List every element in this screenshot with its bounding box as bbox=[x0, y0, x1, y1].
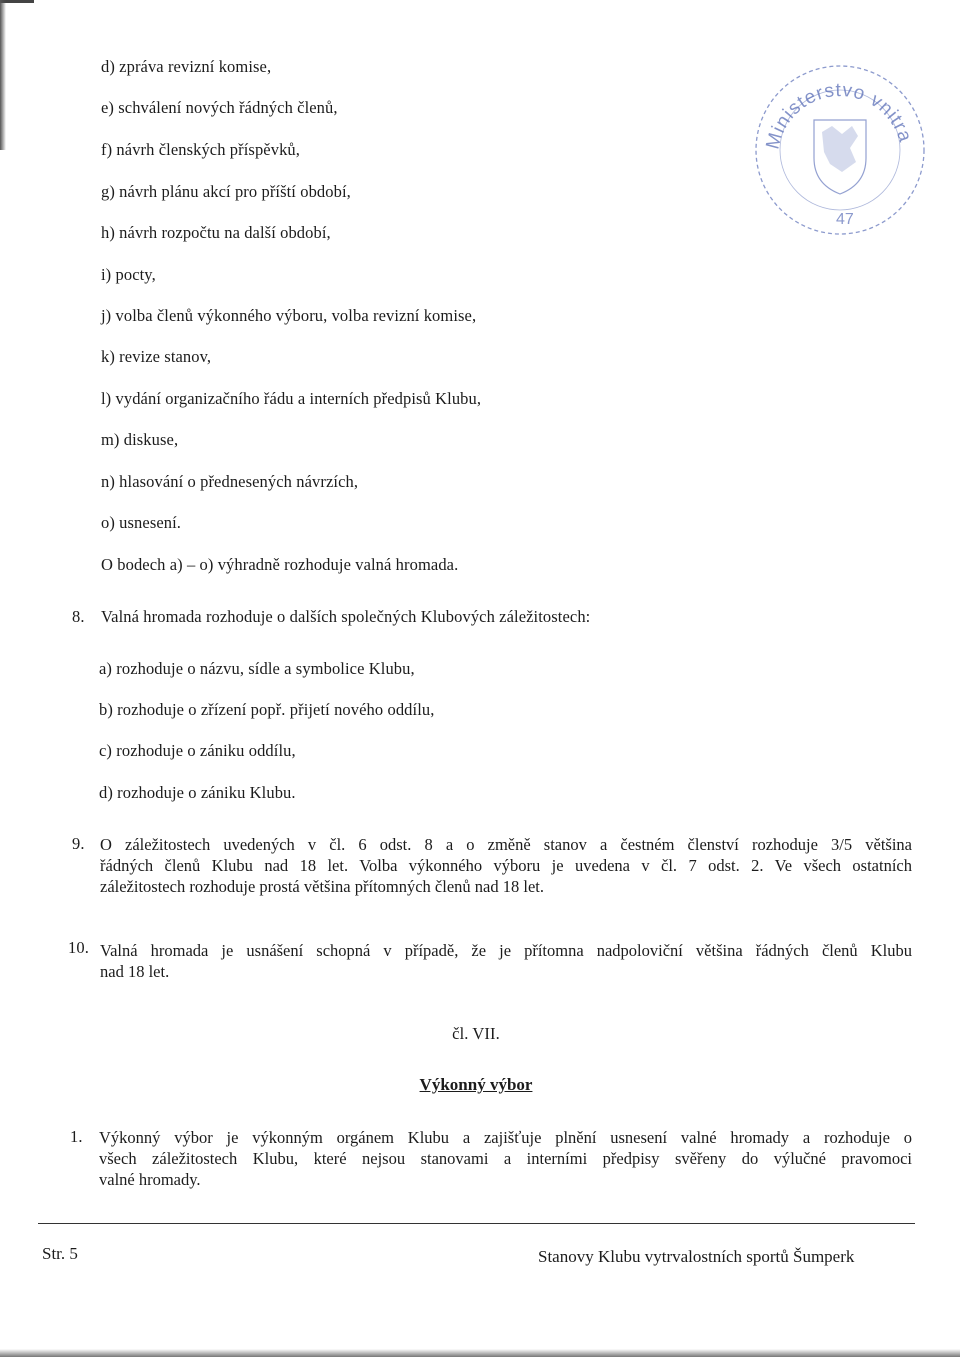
footer-page-number: Str. 5 bbox=[42, 1244, 78, 1263]
point-10-paragraph bbox=[100, 940, 912, 982]
list-item-j: j) volba členů výkonného výboru, volba revizní komise, bbox=[101, 306, 477, 325]
point-1-paragraph bbox=[99, 1127, 912, 1190]
point-8-number: 8. bbox=[72, 607, 85, 626]
footer-rule bbox=[38, 1223, 915, 1224]
point-10-number: 10. bbox=[68, 938, 89, 957]
list-item-i: i) pocty, bbox=[101, 265, 156, 284]
list-item-l: l) vydání organizačního řádu a interních předpisů Klubu, bbox=[101, 389, 482, 408]
scan-edge-left bbox=[0, 0, 6, 150]
list-item-m: m) diskuse, bbox=[101, 430, 179, 449]
svg-text:47: 47 bbox=[836, 211, 854, 228]
list-item-g: g) návrh plánu akcí pro příští období, bbox=[101, 182, 351, 201]
list-item-e: e) schválení nových řádných členů, bbox=[101, 98, 338, 117]
list-item-o: o) usnesení. bbox=[101, 513, 182, 532]
ministry-stamp-seal bbox=[752, 62, 928, 238]
footer-document-title: Stanovy Klubu vytrvalostních sportů Šumperk bbox=[538, 1247, 855, 1266]
point-1-line-1: Výkonný výbor je výkonným orgánem Klubu a zajišťuje plnění usnesení valné hromady a rozhoduje o bbox=[99, 1128, 912, 1147]
point-1-line-3: valné hromady. bbox=[99, 1170, 201, 1189]
list-item-n: n) hlasování o přednesených návrzích, bbox=[101, 472, 359, 491]
point-9-paragraph bbox=[100, 834, 912, 897]
point-8-item-d: d) rozhoduje o zániku Klubu. bbox=[99, 783, 296, 802]
point-10-line-1: Valná hromada je usnášení schopná v případě, že je přítomna nadpoloviční většina řádných členů Klubu bbox=[100, 941, 912, 960]
list-item-k: k) revize stanov, bbox=[101, 347, 212, 366]
list-item-h: h) návrh rozpočtu na další období, bbox=[101, 223, 331, 242]
point-10-line-2: nad 18 let. bbox=[100, 962, 170, 981]
svg-text:Ministerstvo vnitra: Ministerstvo vnitra bbox=[762, 79, 916, 152]
article-title: Výkonný výbor bbox=[419, 1075, 533, 1094]
point-8-item-a: a) rozhoduje o názvu, sídle a symbolice Klubu, bbox=[99, 659, 415, 678]
point-9-line-3: záležitostech rozhoduje prostá většina přítomných členů nad 18 let. bbox=[100, 877, 544, 896]
summary-line: O bodech a) – o) výhradně rozhoduje valná hromada. bbox=[101, 555, 459, 574]
point-9-number: 9. bbox=[72, 834, 85, 853]
scan-edge-bottom bbox=[0, 1349, 960, 1357]
point-8-item-b: b) rozhoduje o zřízení popř. přijetí nového oddílu, bbox=[99, 700, 435, 719]
article-number: čl. VII. bbox=[452, 1024, 500, 1043]
list-item-d: d) zpráva revizní komise, bbox=[101, 57, 272, 76]
point-8-item-c: c) rozhoduje o zániku oddílu, bbox=[99, 741, 296, 760]
point-1-number: 1. bbox=[70, 1127, 83, 1146]
point-9-line-1: O záležitostech uvedených v čl. 6 odst. 8 a o změně stanov a čestném členství rozhoduje 3/5 většina bbox=[100, 835, 912, 854]
point-1-line-2: všech záležitostech Klubu, které nejsou stanovami a interními předpisy svěřeny do výlučné pravomoci bbox=[99, 1149, 912, 1168]
point-9-line-2: řádných členů Klubu nad 18 let. Volba výkonného výboru je uvedena v čl. 7 odst. 2. Ve všech ostatních bbox=[100, 856, 912, 875]
list-item-f: f) návrh členských příspěvků, bbox=[101, 140, 301, 159]
point-8-text: Valná hromada rozhoduje o dalších společných Klubových záležitostech: bbox=[101, 607, 591, 626]
